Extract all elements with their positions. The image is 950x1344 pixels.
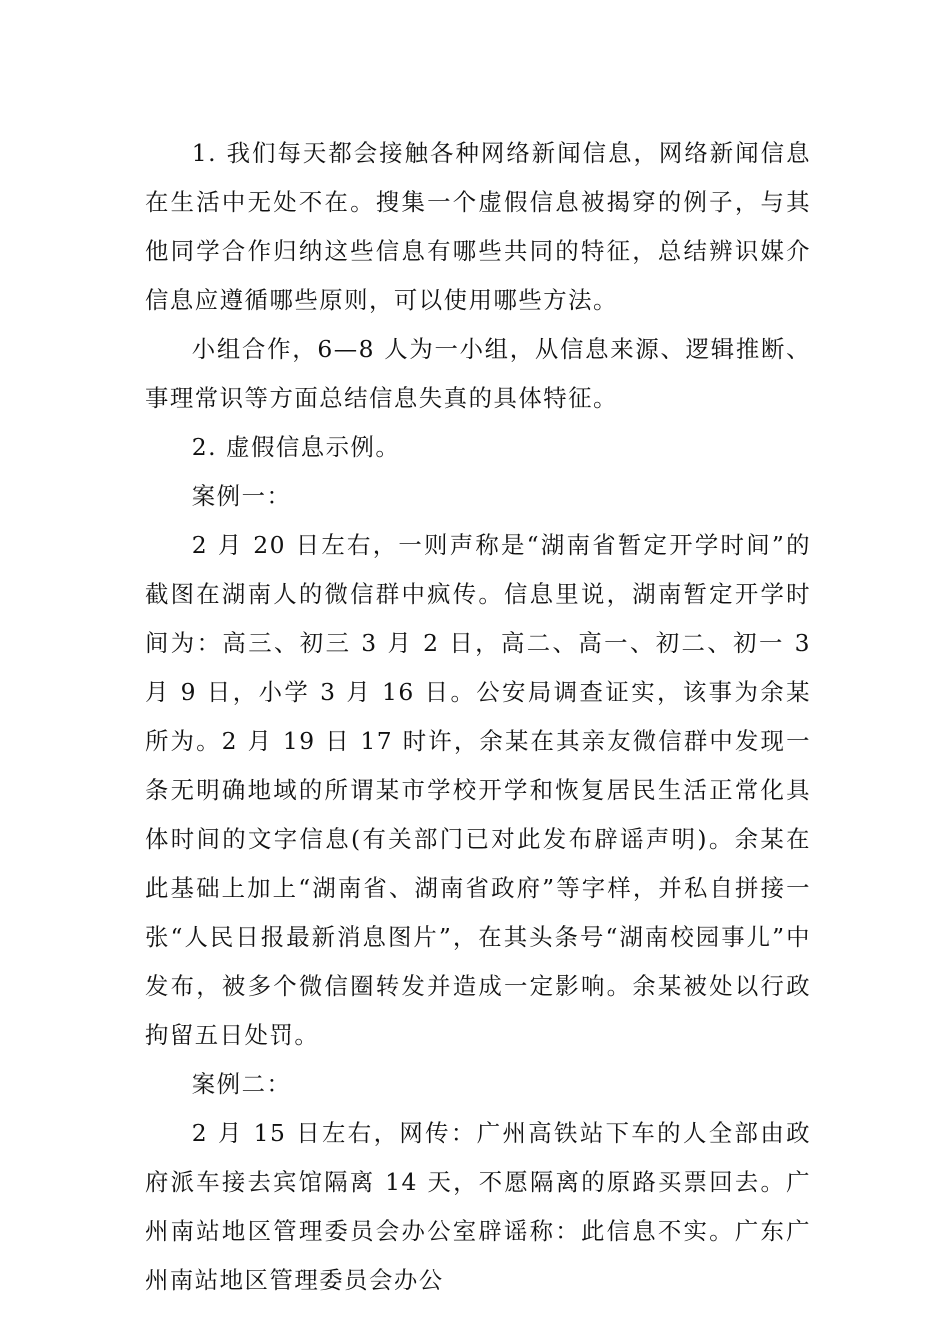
paragraph-case-2-body: 2 月 15 日左右，网传：广州高铁站下车的人全部由政府派车接去宾馆隔离 14 天，不愿隔离的原路买票回去。广州南站地区管理委员会办公室辟谣称：此信息不实。广东广州南站地区管理委员会办公: [145, 1119, 811, 1294]
paragraph-case-1-title: 案例一：: [191, 482, 292, 510]
paragraph-task-1: 1. 我们每天都会接触各种网络新闻信息，网络新闻信息在生活中无处不在。搜集一个虚假信息被揭穿的例子，与其他同学合作归纳这些信息有哪些共同的特征，总结辨识媒介信息应遵循哪些原则，可以使用哪些方法。: [145, 139, 811, 314]
document-body: [145, 129, 811, 1305]
paragraph-case-1-body: 2 月 20 日左右，一则声称是“湖南省暂定开学时间”的截图在湖南人的微信群中疯传。信息里说，湖南暂定开学时间为：高三、初三 3 月 2 日，高二、高一、初二、初一 3 月 9 日，小学 3 月 16 日。公安局调查证实，该事为余某所为。2 月 19 日 17 时许，余某在其亲友微信群中发现一条无明确地域的所谓某市学校开学和恢复居民生活正常化具体时间的文字信息(有关部门已对此发布辟谣声明)。余某在此基础上加上“湖南省、湖南省政府”等字样，并私自拼接一张“人民日报最新消息图片”，在其头条号“湖南校园事儿”中发布，被多个微信圈转发并造成一定影响。余某被处以行政拘留五日处罚。: [145, 531, 811, 1049]
paragraph-case-2-title: 案例二：: [191, 1070, 292, 1098]
paragraph-group-work: 小组合作，6—8 人为一小组，从信息来源、逻辑推断、事理常识等方面总结信息失真的具体特征。: [145, 335, 811, 412]
paragraph-example-heading: 2. 虚假信息示例。: [191, 433, 401, 461]
